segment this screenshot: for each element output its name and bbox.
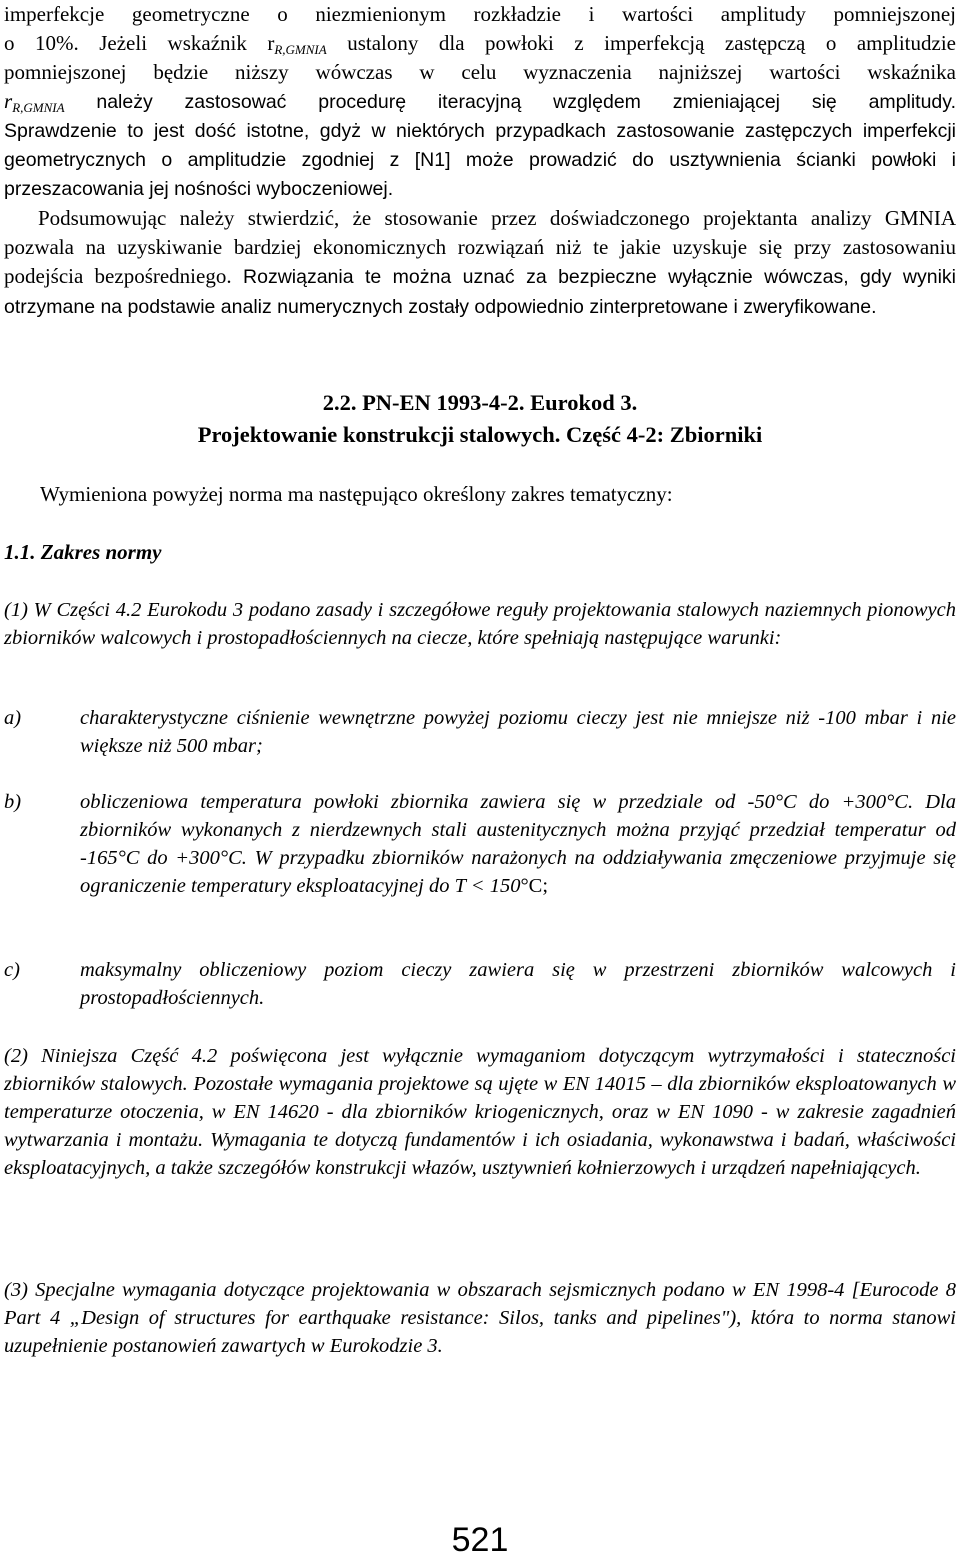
intro-line-3: pomniejszonej będzie niższy wówczas w celu wyznaczenia najniższej wartości wskaźnika	[4, 60, 956, 84]
page-number: 521	[451, 1521, 509, 1559]
condition-a-text: charakterystyczne ciśnienie wewnętrzne powyżej poziomu cieczy jest nie mniejsze niż -100 mbar i nie większe niż 500 mbar;	[80, 707, 956, 757]
condition-b-text-2: °C;	[520, 875, 549, 897]
intro-verification-text: Sprawdzenie to jest dość istotne, gdyż w niektórych przypadkach zastosowanie zastępczych imperfekcji geometrycznych o amplitudzie zgodniej z [N1] może prowadzić do usztywnienia ścianki powłoki i przeszacowania jej nośności wyboczeniowej.	[4, 120, 956, 200]
condition-c-label: c)	[4, 959, 20, 981]
section-intro: Wymieniona powyżej norma ma następująco określony zakres tematyczny:	[40, 482, 673, 506]
intro-line-2-a: o 10%. Jeżeli wskaźnik r	[4, 31, 275, 55]
condition-b-text	[80, 788, 956, 900]
condition-b-temp-limit: T < 150	[454, 875, 521, 897]
intro-line-4-b: należy zastosować procedurę iteracyjną względem zmieniającej się amplitudy.	[64, 91, 956, 113]
section-title-line-2: Projektowanie konstrukcji stalowych. Część 4-2: Zbiorniki	[197, 422, 763, 447]
condition-c-text: maksymalny obliczeniowy poziom cieczy zawiera się w przestrzeni zbiorników walcowych i prostopadłościennych.	[80, 959, 956, 1009]
symbol-subscript: R,GMNIA	[274, 42, 327, 57]
summary-text-2: Rozwiązania te można uznać za bezpieczne wyłącznie wówczas, gdy wyniki otrzymane na podstawie analiz numerycznych zostały odpowiednio zinterpretowane i zweryfikowane.	[4, 266, 956, 318]
scope-item-2: (2) Niniejsza Część 4.2 poświęcona jest wyłącznie wymaganiom dotyczącym wytrzymałości i stateczności zbiorników stalowych. Pozostałe wymagania projektowe są ujęte w EN 14015 – dla zbiorników eksploatowanych w temperaturze otoczenia, w EN 14620 - dla zbiorników kriogenicznych, oraz w EN 1090 - w zakresie zagadnień wytwarzania i montażu. Wymagania te dotyczą fundamentów i ich osiadania, wykonawstwa i badań, właściwości eksploatacyjnych, a także szczegółów konstrukcji włazów, usztywnień kołnierzowych i urządzeń napełniających.	[4, 1045, 956, 1179]
section-title-line-1: 2.2. PN-EN 1993-4-2. Eurokod 3.	[322, 390, 638, 415]
intro-line-2	[4, 29, 956, 58]
condition-a	[4, 704, 956, 760]
condition-b-text-1: obliczeniowa temperatura powłoki zbiornika zawiera się w przedziale od -50°C do +300°C. Dla zbiorników wykonanych z nierdzewnych stali austenitycznych można przyjąć przedział temperatur od -165°C do +300°C. W przypadku zbiorników narażonych na oddziaływania zmęczeniowe przyjmuje się ograniczenie temperatury eksploatacyjnej do	[80, 791, 956, 897]
scope-item-1: (1) W Części 4.2 Eurokodu 3 podano zasady i szczegółowe reguły projektowania stalowych naziemnych pionowych zbiorników walcowych i prostopadłościennych na ciecze, które spełniają następujące warunki:	[4, 599, 956, 649]
intro-line-4	[4, 87, 956, 117]
condition-b	[4, 788, 956, 900]
subheading-scope: 1.1. Zakres normy	[4, 540, 162, 564]
intro-paragraph	[4, 0, 956, 204]
summary-paragraph	[4, 204, 956, 322]
intro-line-1: imperfekcje geometryczne o niezmienionym rozkładzie i wartości amplitudy pomniejszonej	[4, 2, 956, 26]
condition-c	[4, 956, 956, 1012]
summary-text-1: Podsumowując należy stwierdzić, że stosowanie przez doświadczonego projektanta analizy GMNIA pozwala na uzyskiwanie bardziej ekonomicznych rozwiązań niż te jakie uzyskuje się przy zastosowaniu podejścia bezpośredniego.	[4, 206, 956, 288]
condition-a-label: a)	[4, 707, 22, 729]
intro-line-2-b: ustalony dla powłoki z imperfekcją zastępczą o amplitudzie	[326, 31, 956, 55]
scope-item-3: (3) Specjalne wymagania dotyczące projektowania w obszarach sejsmicznych podano w EN 1998-4 [Eurocode 8 Part 4 „Design of structures for earthquake resistance: Silos, tanks and pipelines"), która to norma stanowi uzupełnienie postanowień zawartych w Eurokodzie 3.	[4, 1279, 956, 1357]
condition-b-label: b)	[4, 791, 22, 813]
symbol-subscript-2: R,GMNIA	[12, 100, 65, 115]
symbol-r: r	[4, 89, 13, 113]
